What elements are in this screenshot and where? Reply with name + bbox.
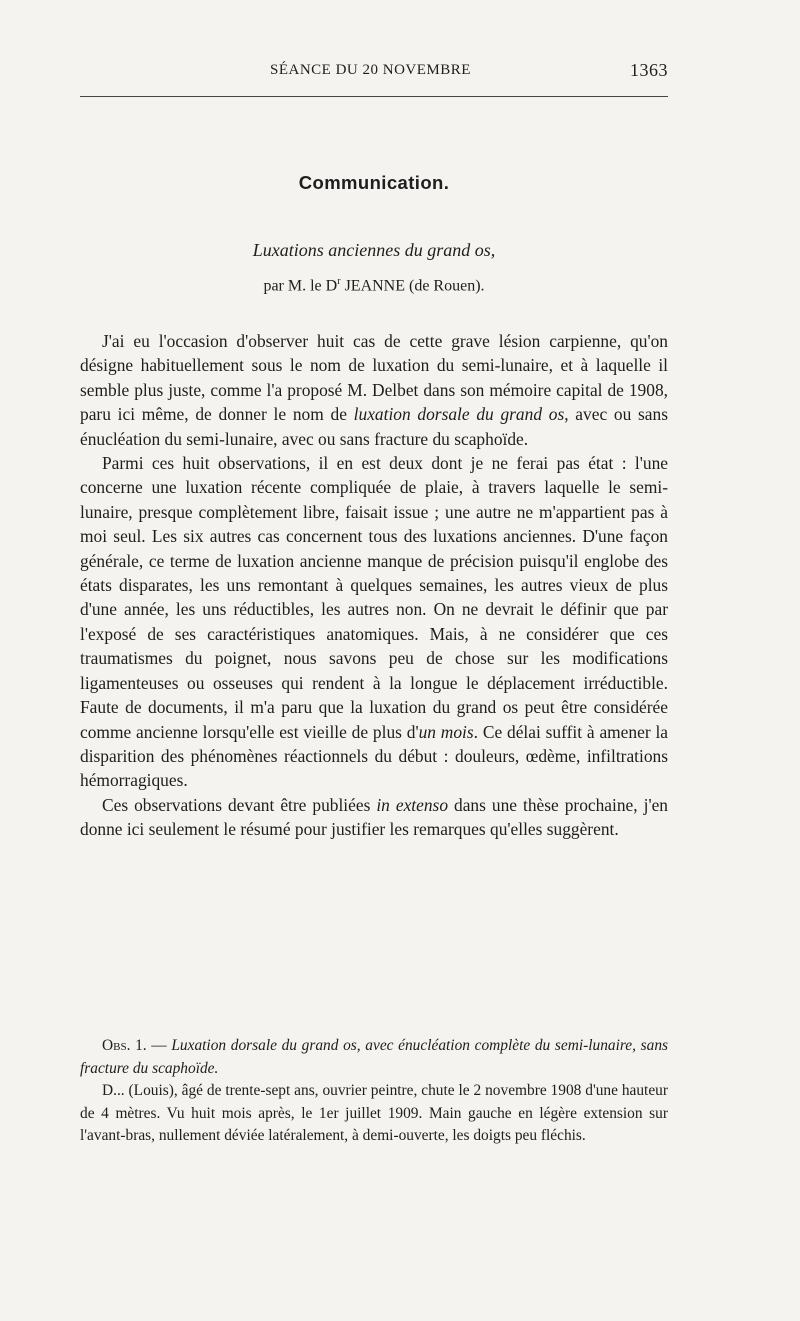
text-run: Ces observations devant être publiées bbox=[102, 794, 377, 815]
byline-suffix: JEANNE (de Rouen). bbox=[340, 277, 485, 295]
paragraph bbox=[80, 793, 668, 842]
text-run: . Ce délai suffit à amener la disparition des phénomènes réactionnels du début : douleurs, œdème, infiltrations hémorragiques. bbox=[80, 721, 669, 791]
observation-title: Luxation dorsale du grand os, avec énucléation complète du semi-lunaire, sans fracture du scaphoïde. bbox=[80, 1037, 669, 1077]
observation-heading bbox=[80, 1035, 668, 1080]
section-heading: Communication. bbox=[298, 172, 450, 193]
header-rule bbox=[80, 96, 668, 97]
paragraph bbox=[80, 451, 668, 793]
observation-dash: — bbox=[146, 1037, 172, 1054]
italic-run: un mois bbox=[418, 721, 474, 742]
observation-label: Obs. 1. bbox=[102, 1037, 147, 1054]
italic-run: luxation dorsale du grand os bbox=[353, 404, 565, 425]
running-title: SÉANCE DU 20 NOVEMBRE bbox=[270, 62, 471, 78]
byline-sup: r bbox=[337, 276, 341, 287]
article-body bbox=[80, 329, 668, 842]
paragraph bbox=[80, 329, 668, 451]
italic-run: in extenso bbox=[376, 794, 449, 815]
text-run: dans une thèse prochaine, j'en donne ici seulement le résumé pour justifier les remarques qu'elles suggèrent. bbox=[80, 794, 668, 840]
page-header bbox=[80, 60, 668, 84]
page-number: 1363 bbox=[630, 60, 668, 80]
text-run: Parmi ces huit observations, il en est deux dont je ne ferai pas état : l'une concerne une luxation récente compliquée de plaie, à travers laquelle le semi-lunaire, presque complètement libre, faisait issue ; une autre ne m'appartient pas à moi seul. Les six autres cas concernent tous des luxations anciennes. D'une façon générale, ce terme de luxation ancienne manque de précision puisqu'il englobe des états disparates, les uns remontant à quelques semaines, les autres vieux de plus d'une année, les uns réductibles, les autres non. On ne devrait le définir que par l'exposé de ses caractéristiques anatomiques. Mais, à ne considérer que ces traumatismes du poignet, nous savons peu de chose sur les modifications ligamenteuses ou osseuses qui rendent à la longue le déplacement irréductible. Faute de documents, il m'a paru que la luxation du grand os peut être considérée comme ancienne lorsqu'elle est vieille de plus d' bbox=[80, 453, 668, 742]
observation-block bbox=[80, 1035, 668, 1148]
text-run: J'ai eu l'occasion d'observer huit cas de cette grave lésion carpienne, qu'on désigne habituellement sous le nom de luxation du semi-lunaire, et à laquelle il semble plus juste, comme l'a proposé M. Delbet dans son mémoire capital de 1908, paru ici même, de donner le nom de bbox=[80, 331, 668, 425]
text-run: , avec ou sans énucléation du semi-lunaire, avec ou sans fracture du scaphoïde. bbox=[80, 404, 668, 449]
byline-prefix: par M. le D bbox=[263, 277, 338, 295]
author-byline bbox=[80, 276, 668, 295]
observation-text: D... (Louis), âgé de trente-sept ans, ouvrier peintre, chute le 2 novembre 1908 d'une hauteur de 4 mètres. Vu huit mois après, le 1er juillet 1909. Main gauche en légère extension sur l'avant-bras, nullement déviée latéralement, à demi-ouverte, les doigts peu fléchis. bbox=[80, 1082, 668, 1144]
article-title: Luxations anciennes du grand os, bbox=[252, 240, 496, 260]
